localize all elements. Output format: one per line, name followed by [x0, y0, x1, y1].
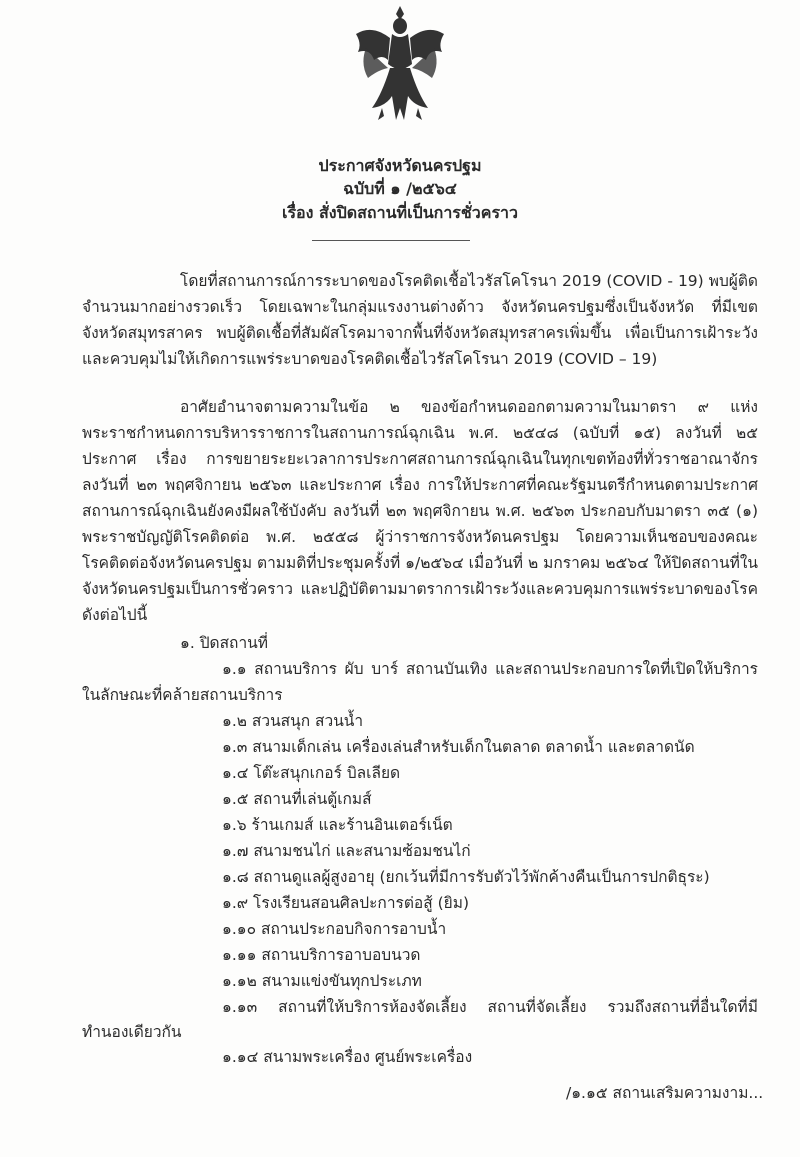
announcement-subject: เรื่อง สั่งปิดสถานที่เป็นการชั่วคราว [281, 203, 519, 222]
announcement-title: ประกาศจังหวัดนครปฐม [318, 156, 482, 175]
list-item: ๑.๑๒ สนามแข่งขันทุกประเภท [222, 972, 422, 990]
list-item-continuation: ทำนองเดียวกัน [82, 1023, 182, 1041]
list-item: ๑.๑๑ สถานบริการอาบอบนวด [222, 946, 421, 964]
section-heading: ๑. ปิดสถานที่ [180, 634, 268, 652]
para1-line: จำนวนมากอย่างรวดเร็ว โดยเฉพาะในกลุ่มแรงงานต่างด้าว จังหวัดนครปฐมซึ่งเป็นจังหวัด ที่มีเขต [82, 298, 758, 316]
list-item: ๑.๕ สถานที่เล่นตู้เกมส์ [222, 790, 372, 808]
list-item: ๑.๑๓ สถานที่ให้บริการห้องจัดเลี้ยง สถานที่จัดเลี้ยง รวมถึงสถานที่อื่นใดที่มี [222, 998, 758, 1016]
para2-line: สถานการณ์ฉุกเฉินยังคงมีผลใช้บังคับ ลงวันที่ ๒๓ พฤศจิกายน พ.ศ. ๒๕๖๓ ประกอบกับมาตรา ๓๕ (๑) [82, 502, 758, 520]
list-item: ๑.๒ สวนสนุก สวนน้ำ [222, 712, 364, 730]
list-item: ๑.๓ สนามเด็กเล่น เครื่องเล่นสำหรับเด็กในตลาด ตลาดน้ำ และตลาดนัด [222, 738, 695, 756]
para1-line: โดยที่สถานการณ์การระบาดของโรคติดเชื้อไวรัสโคโรนา 2019 (COVID - 19) พบผู้ติด [180, 272, 758, 290]
title-separator [312, 240, 470, 241]
garuda-emblem-icon [352, 4, 448, 126]
para2-line: พระราชกำหนดการบริหารราชการในสถานการณ์ฉุกเฉิน พ.ศ. ๒๕๔๘ (ฉบับที่ ๑๕) ลงวันที่ ๒๕ [82, 424, 758, 442]
list-item: ๑.๑๐ สถานประกอบกิจการอาบน้ำ [222, 920, 447, 938]
para2-line: โรคติดต่อจังหวัดนครปฐม ตามมติที่ประชุมครั้งที่ ๑/๒๕๖๔ เมื่อวันที่ ๒ มกราคม ๒๕๖๔ ให้ปิดสถานที่ใน [82, 554, 758, 572]
list-item: ๑.๘ สถานดูแลผู้สูงอายุ (ยกเว้นที่มีการรับตัวไว้พักค้างคืนเป็นการปกติธุระ) [222, 868, 710, 886]
para1-line: และควบคุมไม่ให้เกิดการแพร่ระบาดของโรคติดเชื้อไวรัสโคโรนา 2019 (COVID – 19) [82, 350, 658, 368]
para2-line: ดังต่อไปนี้ [82, 606, 148, 624]
para2-line: พระราชบัญญัติโรคติดต่อ พ.ศ. ๒๕๕๘ ผู้ว่าราชการจังหวัดนครปฐม โดยความเห็นชอบของคณะ [82, 528, 758, 546]
list-item: ๑.๑๔ สนามพระเครื่อง ศูนย์พระเครื่อง [222, 1048, 473, 1066]
para2-line: ลงวันที่ ๒๓ พฤศจิกายน ๒๕๖๓ และประกาศ เรื่อง การให้ประกาศที่คณะรัฐมนตรีกำหนดตามประกาศ [82, 476, 758, 494]
list-item: ๑.๙ โรงเรียนสอนศิลปะการต่อสู้ (ยิม) [222, 894, 470, 912]
list-item-continuation: ในลักษณะที่คล้ายสถานบริการ [82, 686, 283, 704]
announcement-number: ฉบับที่ ๑ /๒๕๖๔ [343, 179, 457, 198]
para2-line: ประกาศ เรื่อง การขยายระยะเวลาการประกาศสถานการณ์ฉุกเฉินในทุกเขตท้องที่ทั่วราชอาณาจักร [82, 450, 758, 468]
page-continuation: /๑.๑๕ สถานเสริมความงาม... [566, 1084, 764, 1102]
list-item: ๑.๖ ร้านเกมส์ และร้านอินเตอร์เน็ต [222, 816, 453, 834]
para2-line: อาศัยอำนาจตามความในข้อ ๒ ของข้อกำหนดออกตามความในมาตรา ๙ แห่ง [180, 398, 758, 416]
para2-line: จังหวัดนครปฐมเป็นการชั่วคราว และปฏิบัติตามมาตราการเฝ้าระวังและควบคุมการแพร่ระบาดของโรค [82, 580, 758, 598]
list-item: ๑.๔ โต๊ะสนุกเกอร์ บิลเลียด [222, 764, 401, 782]
list-item: ๑.๗ สนามชนไก่ และสนามซ้อมชนไก่ [222, 842, 471, 860]
para1-line: จังหวัดสมุทรสาคร พบผู้ติดเชื้อที่สัมผัสโรคมาจากพื้นที่จังหวัดสมุทรสาครเพิ่มขึ้น เพื่อเป็นการเฝ้าระวัง [82, 324, 758, 342]
list-item: ๑.๑ สถานบริการ ผับ บาร์ สถานบันเทิง และสถานประกอบการใดที่เปิดให้บริการ [222, 660, 758, 678]
